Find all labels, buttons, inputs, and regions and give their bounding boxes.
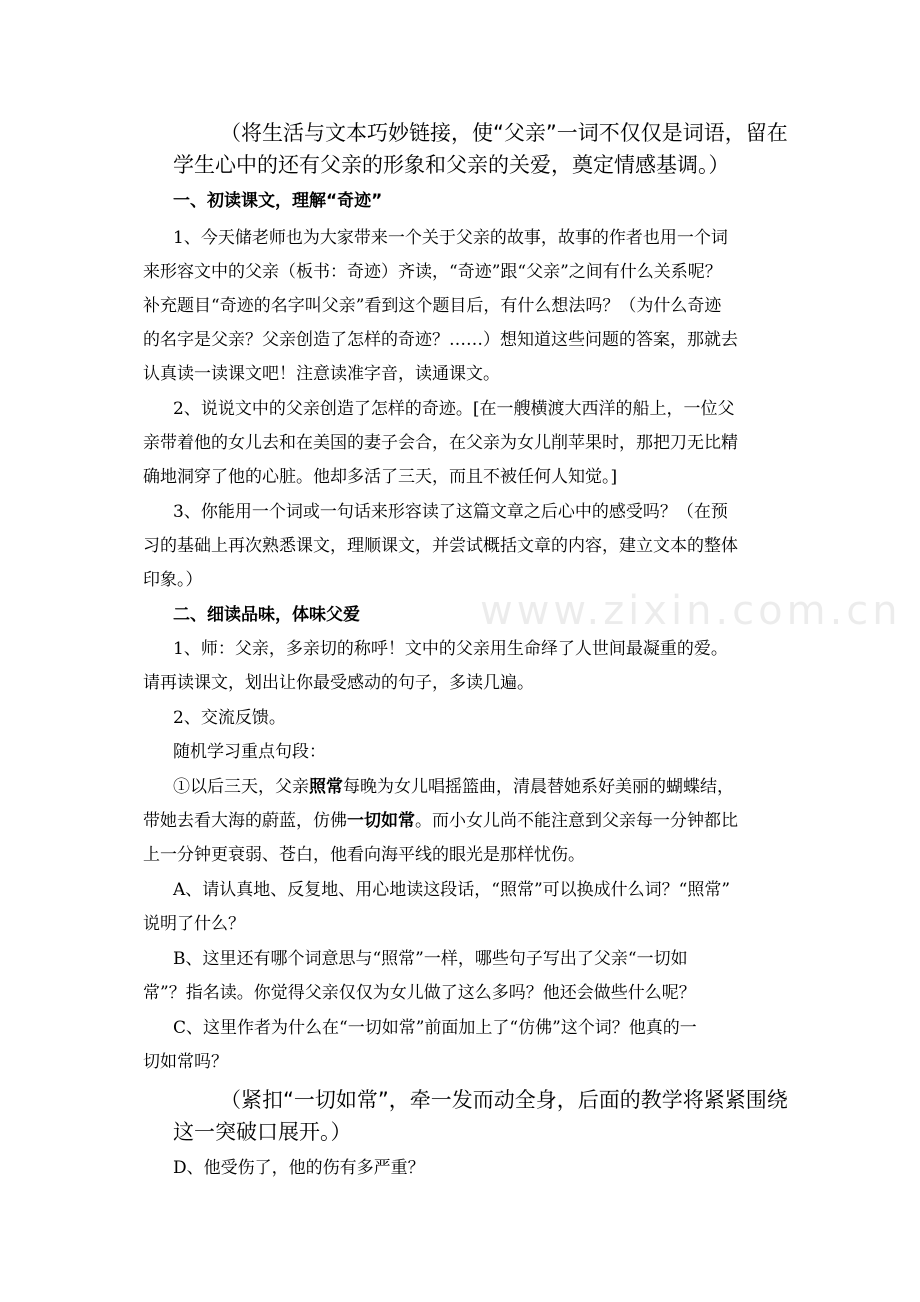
section-heading: 一、初读课文，理解“奇迹”: [173, 191, 383, 211]
paragraph-line: 来形容文中的父亲（板书：奇迹）齐读，“奇迹”跟“父亲”之间有什么关系呢？: [143, 262, 722, 282]
teaching-note-line: 这一突破口展开。）: [173, 1120, 352, 1144]
paragraph-line: 2、交流反馈。: [173, 708, 286, 728]
question-line: 切如常吗？: [143, 1052, 228, 1072]
key-passage-line: 上一分钟更衰弱、苍白，他看向海平线的眼光是那样忧伤。: [143, 845, 585, 865]
teaching-note-line: （将生活与文本巧妙链接，使“父亲”一词不仅仅是词语，留在: [220, 121, 788, 145]
passage-text: ①以后三天，父亲: [173, 777, 309, 797]
paragraph-line: 补充题目“奇迹的名字叫父亲”看到这个题目后，有什么想法吗？（为什么奇迹: [143, 296, 722, 316]
question-line: D、他受伤了，他的伤有多严重？: [173, 1158, 425, 1178]
passage-text: 。而小女儿尚不能注意到父亲每一分钟都比: [415, 811, 738, 831]
teaching-note-line: 学生心中的还有父亲的形象和父亲的关爱，奠定情感基调。）: [173, 153, 730, 177]
question-line: B、这里还有哪个词意思与“照常”一样，哪些句子写出了父亲“一切如: [173, 949, 688, 969]
paragraph-line: 1、今天储老师也为大家带来一个关于父亲的故事，故事的作者也用一个词: [173, 228, 728, 248]
question-line: 常”？指名读。你觉得父亲仅仅为女儿做了这么多吗？他还会做些什么呢？: [143, 983, 696, 1003]
question-line: A、请认真地、反复地、用心地读这段话，“照常”可以换成什么词？“照常”: [173, 880, 731, 900]
paragraph-line: 习的基础上再次熟悉课文，理顺课文，并尝试概括文章的内容，建立文本的整体: [143, 536, 738, 556]
emphasized-word: 一切如常: [347, 811, 415, 831]
paragraph-line: 3、你能用一个词或一句话来形容读了这篇文章之后心中的感受吗？（在预: [173, 502, 728, 522]
key-passage-line: [173, 776, 734, 798]
paragraph-line: 1、师：父亲，多亲切的称呼！文中的父亲用生命绎了人世间最凝重的爱。: [173, 639, 728, 659]
question-line: 说明了什么？: [143, 914, 245, 934]
paragraph-line: 随机学习重点句段：: [173, 742, 326, 762]
paragraph-line: 2、说说文中的父亲创造了怎样的奇迹。[在一艘横渡大西洋的船上，一位父: [173, 399, 735, 419]
passage-text: 每晚为女儿唱摇篮曲，清晨替她系好美丽的蝴蝶结，: [343, 777, 734, 797]
paragraph-line: 印象。）: [143, 570, 203, 590]
paragraph-line: 确地洞穿了他的心脏。他却多活了三天，而且不被任何人知觉。]: [143, 467, 618, 487]
watermark: www.zixin.com.cn: [480, 588, 902, 634]
paragraph-line: 亲带着他的女儿去和在美国的妻子会合，在父亲为女儿削苹果时，那把刀无比精: [143, 433, 738, 453]
question-line: C、这里作者为什么在“一切如常”前面加上了“仿佛”这个词？他真的一: [173, 1018, 697, 1038]
section-heading: 二、细读品味，体味父爱: [173, 605, 360, 625]
paragraph-line: 的名字是父亲？父亲创造了怎样的奇迹？……）想知道这些问题的答案，那就去: [143, 330, 738, 350]
paragraph-line: 请再读课文，划出让你最受感动的句子，多读几遍。: [143, 673, 534, 693]
paragraph-line: 认真读一读课文吧！注意读准字音，读通课文。: [143, 364, 500, 384]
passage-text: 带她去看大海的蔚蓝，仿佛: [143, 811, 347, 831]
key-passage-line: [143, 810, 738, 832]
emphasized-word: 照常: [309, 777, 343, 797]
teaching-note-line: （紧扣“一切如常”，牵一发而动全身，后面的教学将紧紧围绕: [220, 1088, 788, 1112]
